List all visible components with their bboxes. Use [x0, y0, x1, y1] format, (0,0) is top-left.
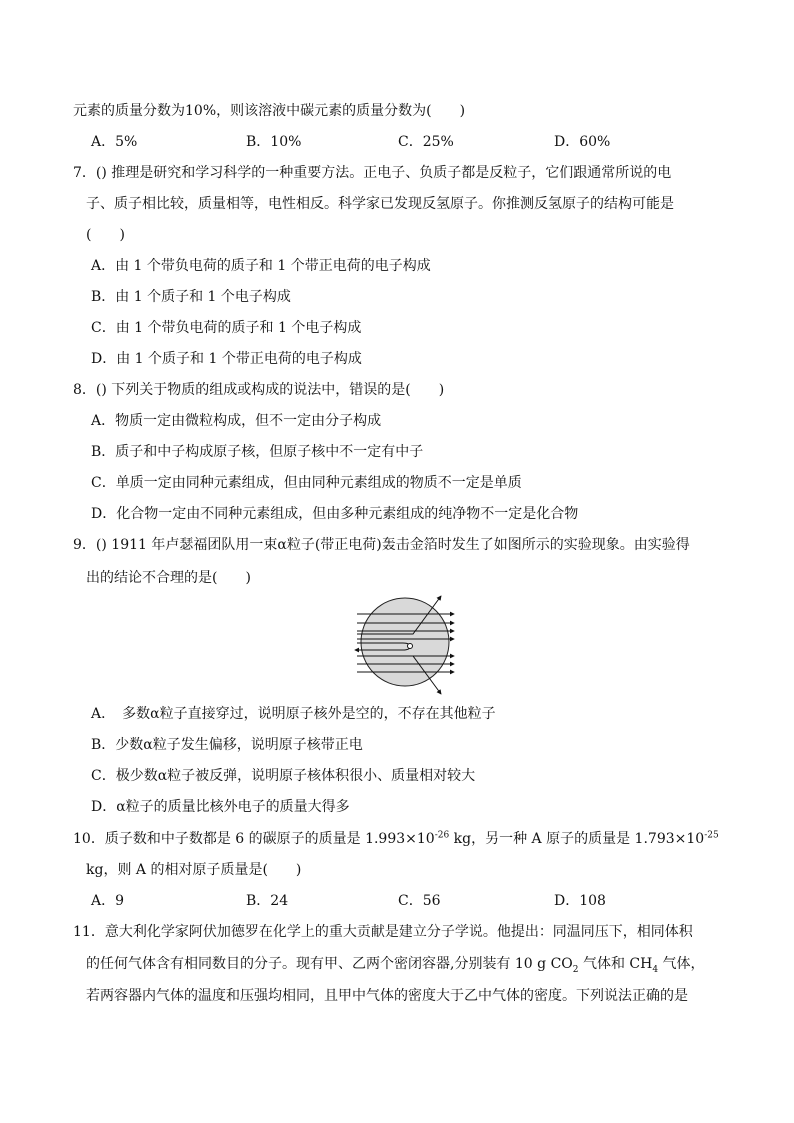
q11-stem-line1: 11．意大利化学家阿伏加德罗在化学上的重大贡献是建立分子学说。他提出：同温同压下，相同体积: [73, 924, 693, 940]
q10-option-b: B．24: [246, 893, 289, 909]
q7-stem-line2: 子、质子相比较，质量相等，电性相反。科学家已发现反氢原子。你推测反氢原子的结构可能是: [86, 196, 674, 212]
q6-option-b: B．10%: [246, 134, 302, 150]
nucleus-dot: [408, 644, 413, 649]
q7-stem-line1: 7．() 推理是研究和学习科学的一种重要方法。正电子、负质子都是反粒子，它们跟通常所说的电: [73, 165, 672, 181]
q9-option-a: A． 多数α粒子直接穿过，说明原子核外是空的，不存在其他粒子: [91, 706, 496, 722]
q8-stem: 8．() 下列关于物质的组成或构成的说法中，错误的是( ): [73, 382, 445, 398]
q7-option-d: D．由 1 个质子和 1 个带正电荷的电子构成: [91, 351, 362, 367]
q10-stem-line2: kg，则 A 的相对原子质量是( ): [86, 862, 302, 878]
q7-option-a: A．由 1 个带负电荷的质子和 1 个带正电荷的电子构成: [91, 258, 431, 274]
q7-stem-line3: ( ): [86, 227, 125, 243]
q6-option-c: C．25%: [398, 134, 454, 150]
q7-option-b: B．由 1 个质子和 1 个电子构成: [91, 289, 291, 305]
q8-option-a: A．物质一定由微粒构成，但不一定由分子构成: [91, 413, 382, 429]
q11-stem-line2: 的任何气体含有相同数目的分子。现有甲、乙两个密闭容器,分别装有 10 g $CO_2$ 气体和 $CH_4$ 气体，: [86, 956, 705, 975]
q10-option-a: A．9: [91, 893, 125, 909]
q11-stem-line3: 若两容器内气体的温度和压强均相同，且甲中气体的密度大于乙中气体的密度。下列说法正确的是: [86, 988, 688, 1004]
gold-atom-circle: [361, 598, 449, 686]
rutherford-scattering-figure: [353, 590, 465, 698]
q6-option-d: D．60%: [554, 134, 611, 150]
q9-stem-line2: 出的结论不合理的是( ): [86, 570, 251, 586]
q6-option-a: A．5%: [91, 134, 138, 150]
q8-option-d: D．化合物一定由不同种元素组成，但由多种元素组成的纯净物不一定是化合物: [91, 506, 579, 522]
q10-option-c: C．56: [398, 893, 441, 909]
q8-option-c: C．单质一定由同种元素组成，但由同种元素组成的物质不一定是单质: [91, 475, 522, 491]
q9-stem-line1: 9．() 1911 年卢瑟福团队用一束α粒子(带正电荷)轰击金箔时发生了如图所示的实验现象。由实验得: [73, 537, 690, 553]
q9-option-d: D．α粒子的质量比核外电子的质量大得多: [91, 799, 350, 815]
q10-option-d: D．108: [554, 893, 606, 909]
q9-option-b: B．少数α粒子发生偏移，说明原子核带正电: [91, 737, 363, 753]
q6-text: 元素的质量分数为10%，则该溶液中碳元素的质量分数为( ): [73, 103, 466, 119]
q9-option-c: C．极少数α粒子被反弹，说明原子核体积很小、质量相对较大: [91, 768, 476, 784]
q8-option-b: B．质子和中子构成原子核，但原子核中不一定有中子: [91, 444, 424, 460]
q7-option-c: C．由 1 个带负电荷的质子和 1 个电子构成: [91, 320, 362, 336]
q10-stem-line1: 10．质子数和中子数都是 6 的碳原子的质量是 $1.993\times 10^{-26}$ kg，另一种 A 原子的质量是 $1.793\times 10^{-25}$: [73, 830, 719, 847]
